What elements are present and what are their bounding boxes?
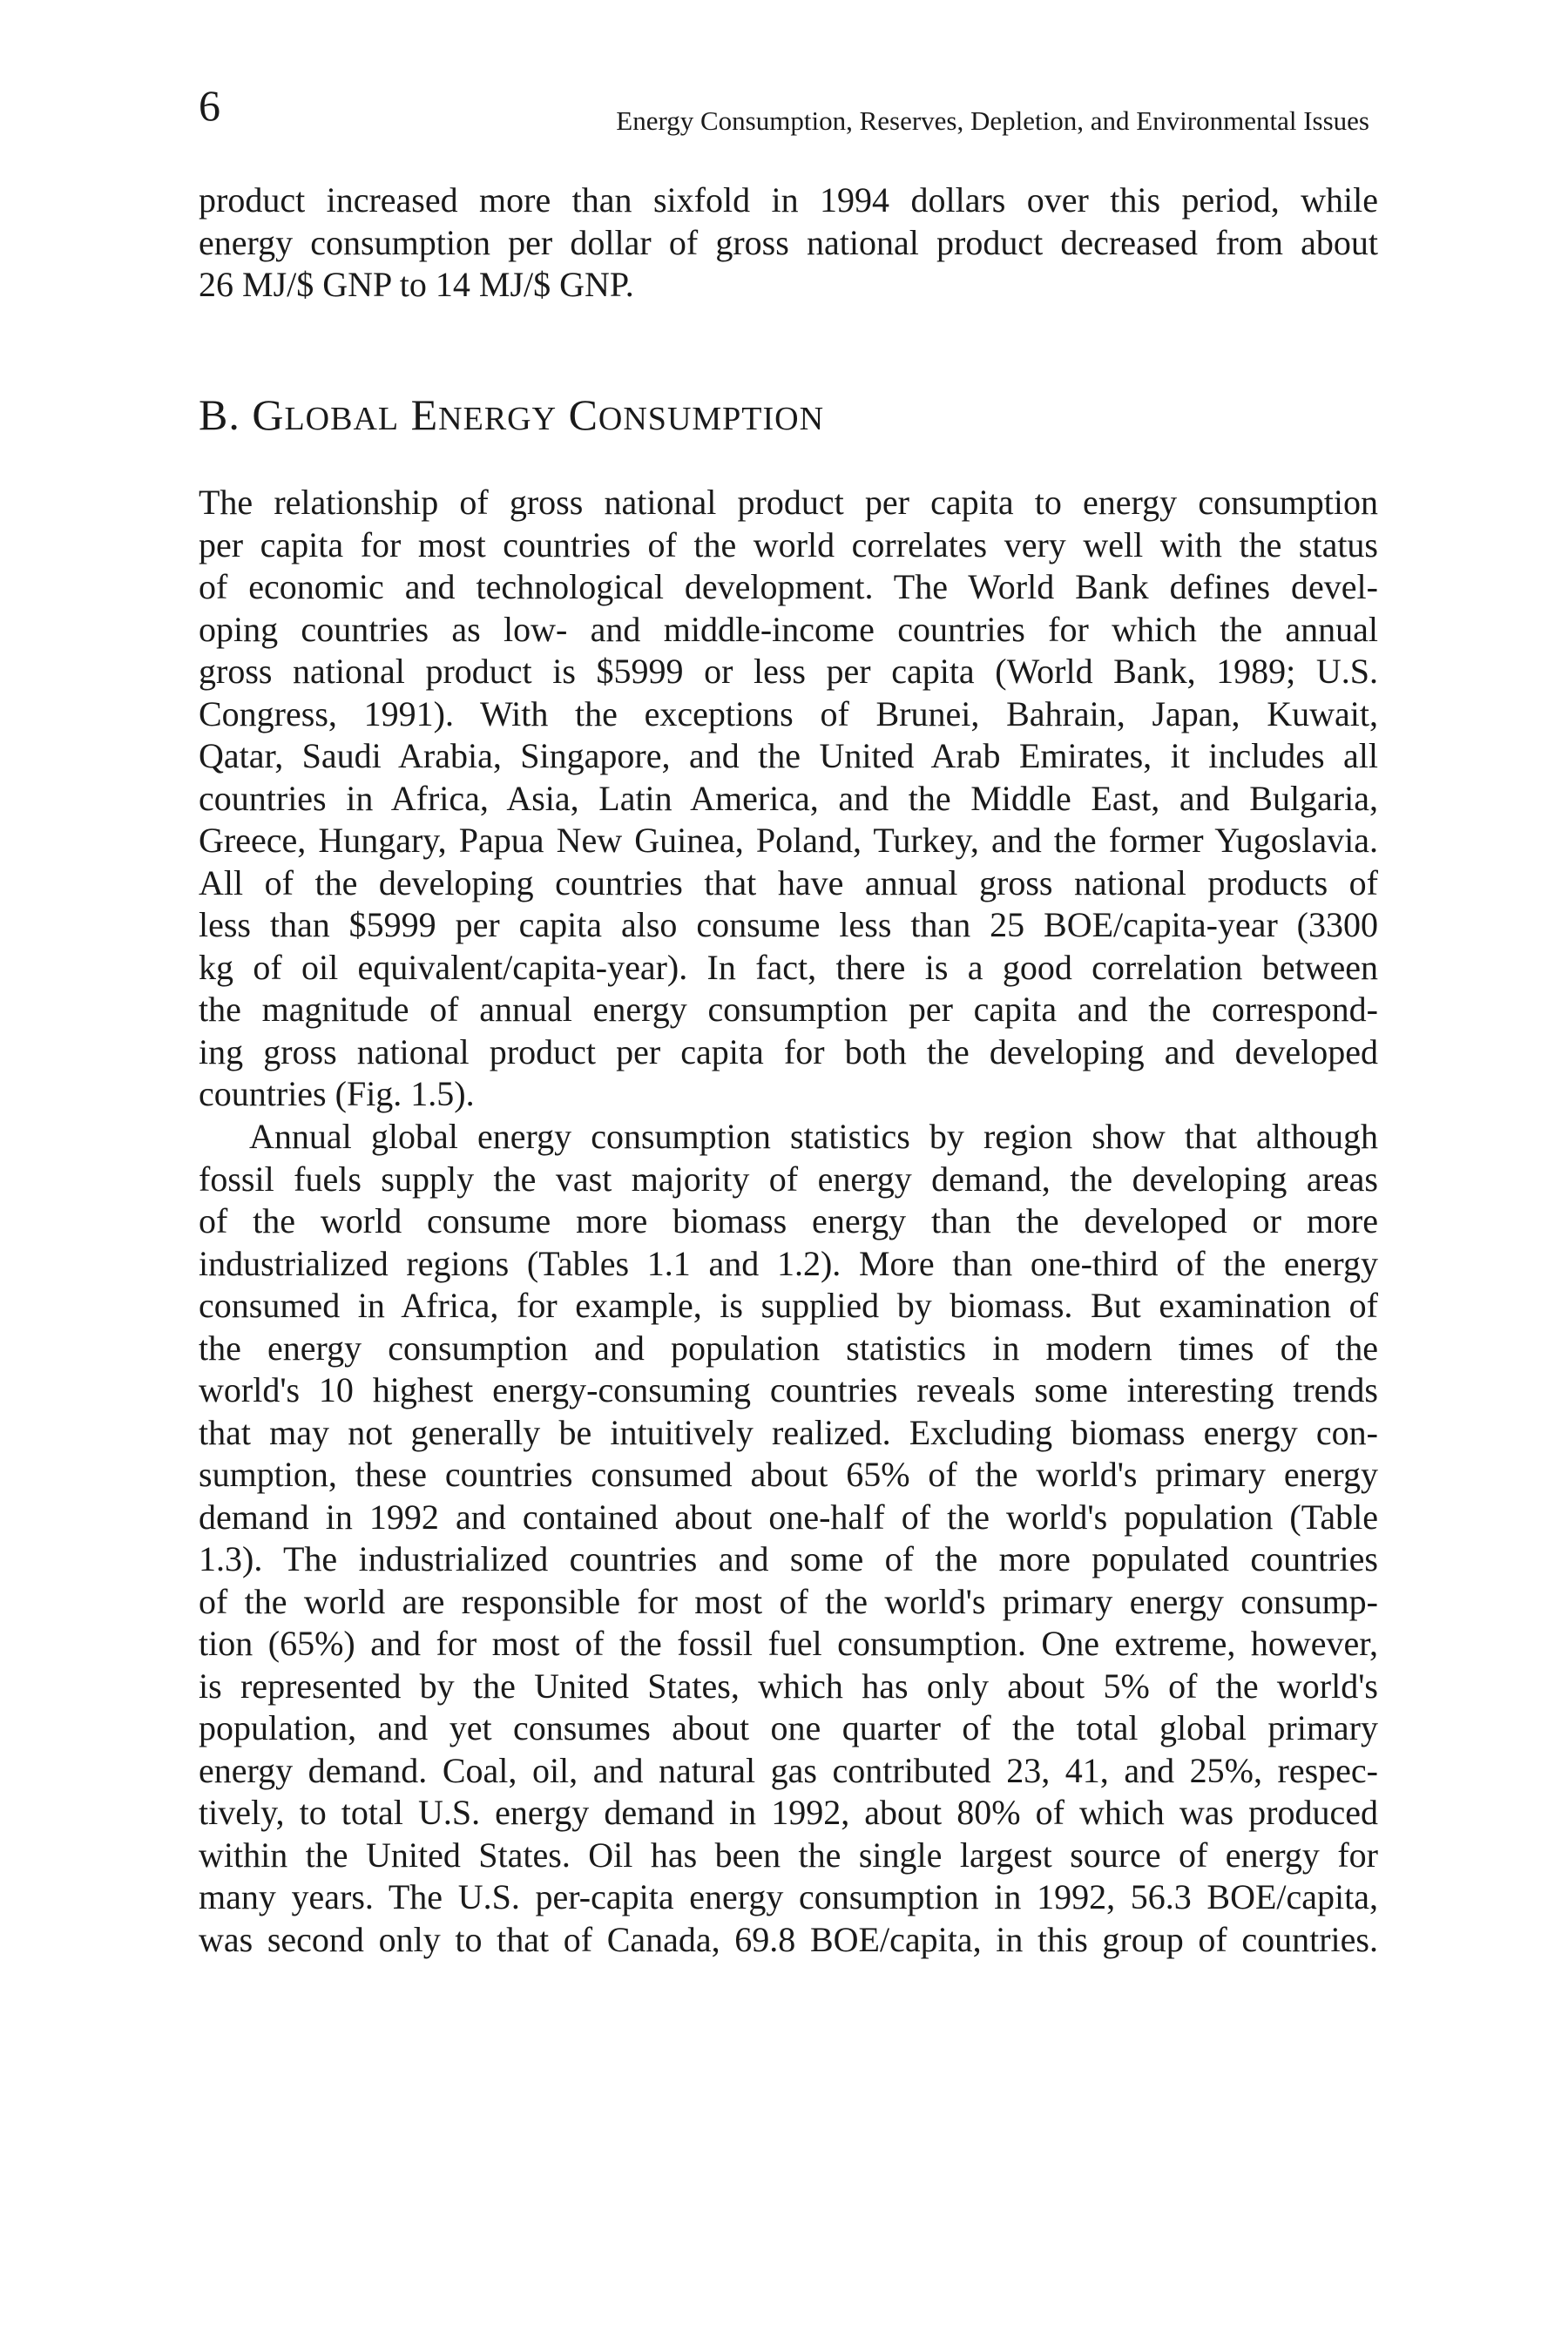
- text-line: 26 MJ/$ GNP to 14 MJ/$ GNP.: [199, 265, 634, 304]
- running-head: [0, 0, 1568, 174]
- text-line: countries (Fig. 1.5).: [199, 1074, 475, 1113]
- text-line: consumed in Africa, for example, is supplied by biomass. But examination of: [199, 1286, 1378, 1325]
- text-line: less than $5999 per capita also consume less than 25 BOE/capita-year (3300: [199, 905, 1378, 944]
- text-line: Congress, 1991). With the exceptions of Brunei, Bahrain, Japan, Kuwait,: [199, 693, 1378, 733]
- text-line: product increased more than sixfold in 1994 dollars over this period, while: [199, 180, 1378, 220]
- paragraph-regional-consumption: [199, 1116, 1378, 1961]
- text-line: within the United States. Oil has been the single largest source of energy for: [199, 1835, 1378, 1875]
- text-line: energy consumption per dollar of gross national product decreased from about: [199, 222, 1378, 262]
- text-line: Annual global energy consumption statistics by region show that although: [249, 1117, 1378, 1156]
- text-line: tion (65%) and for most of the fossil fuel consumption. One extreme, however,: [199, 1624, 1378, 1663]
- text-line: gross national product is $5999 or less per capita (World Bank, 1989; U.S.: [199, 652, 1378, 691]
- text-line: per capita for most countries of the world correlates very well with the status: [199, 524, 1378, 564]
- running-title: Energy Consumption, Reserves, Depletion, and Environmental Issues: [616, 105, 1369, 136]
- text-line: the energy consumption and population statistics in modern times of the: [199, 1328, 1378, 1368]
- text-line: of the world are responsible for most of the world's primary energy consump-: [199, 1581, 1378, 1621]
- text-line: of the world consume more biomass energy than the developed or more: [199, 1201, 1378, 1240]
- heading-word-global: GLOBAL: [252, 390, 400, 439]
- section-heading: [199, 390, 824, 443]
- text-line: many years. The U.S. per-capita energy consumption in 1992, 56.3 BOE/capita,: [199, 1877, 1378, 1916]
- intro-paragraph: [199, 179, 1378, 307]
- text-line: population, and yet consumes about one quarter of the total global primary: [199, 1708, 1378, 1747]
- text-line: is represented by the United States, which has only about 5% of the world's: [199, 1666, 1378, 1706]
- text-line: was second only to that of Canada, 69.8 BOE/capita, in this group of countries.: [199, 1919, 1378, 1959]
- text-line: 1.3). The industrialized countries and some of the more populated countries: [199, 1539, 1378, 1578]
- text-line: ing gross national product per capita for both the developing and developed: [199, 1031, 1378, 1071]
- text-line: Qatar, Saudi Arabia, Singapore, and the United Arab Emirates, it includes all: [199, 736, 1378, 775]
- text-line: the magnitude of annual energy consumption per capita and the correspond-: [199, 990, 1378, 1029]
- paragraph-gnp-energy-correlation: [199, 482, 1378, 1116]
- text-line: industrialized regions (Tables 1.1 and 1.2). More than one-third of the energy: [199, 1243, 1378, 1283]
- text-line: The relationship of gross national product per capita to energy consumption: [199, 483, 1378, 522]
- heading-word-energy: ENERGY: [410, 390, 558, 439]
- heading-word-consumption: CONSUMPTION: [568, 390, 825, 439]
- text-line: energy demand. Coal, oil, and natural gas contributed 23, 41, and 25%, respec-: [199, 1750, 1378, 1790]
- text-line: oping countries as low- and middle-income countries for which the annual: [199, 609, 1378, 649]
- text-line: All of the developing countries that have annual gross national products of: [199, 862, 1378, 902]
- section-letter: B.: [199, 390, 240, 439]
- text-line: countries in Africa, Asia, Latin America, and the Middle East, and Bulgaria,: [199, 778, 1378, 818]
- text-line: Greece, Hungary, Papua New Guinea, Poland, Turkey, and the former Yugoslavia.: [199, 821, 1378, 860]
- text-line: fossil fuels supply the vast majority of energy demand, the developing areas: [199, 1159, 1378, 1199]
- text-line: that may not generally be intuitively realized. Excluding biomass energy con-: [199, 1412, 1378, 1452]
- text-line: tively, to total U.S. energy demand in 1992, about 80% of which was produced: [199, 1793, 1378, 1832]
- page-number: 6: [199, 81, 220, 130]
- text-line: kg of oil equivalent/capita-year). In fact, there is a good correlation between: [199, 947, 1378, 987]
- text-line: of economic and technological development. The World Bank defines devel-: [199, 567, 1378, 606]
- text-line: demand in 1992 and contained about one-half of the world's population (Table: [199, 1497, 1378, 1537]
- text-line: sumption, these countries consumed about 65% of the world's primary energy: [199, 1455, 1378, 1494]
- text-line: world's 10 highest energy-consuming countries reveals some interesting trends: [199, 1370, 1378, 1409]
